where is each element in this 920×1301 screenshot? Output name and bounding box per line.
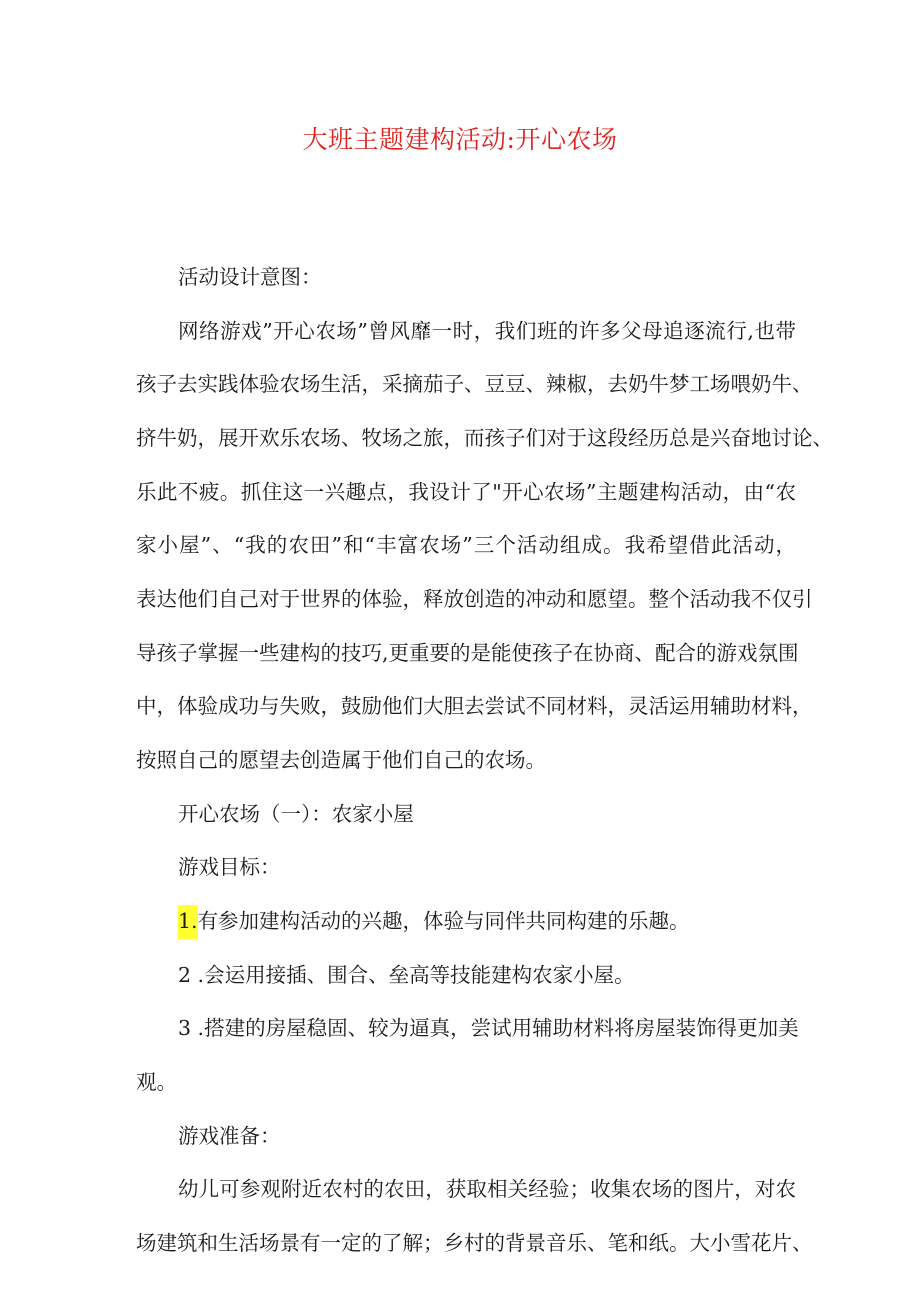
goal-item-3-continued: 观。 xyxy=(136,1070,177,1094)
goal-item-3: 3 .搭建的房屋稳固、较为逼真，尝试用辅助材料将房屋装饰得更加美 xyxy=(178,1016,799,1040)
paragraph-line: 挤牛奶，展开欢乐农场、牧场之旅，而孩子们对于这段经历总是兴奋地讨论、 xyxy=(136,426,833,450)
paragraph-line: 孩子去实践体验农场生活，采摘茄子、豆豆、辣椒，去奶牛梦工场喂奶牛、 xyxy=(136,372,813,396)
goal-item-1 xyxy=(136,906,690,936)
paragraph-line: 按照自己的愿望去创造属于他们自己的农场。 xyxy=(136,748,546,772)
document-title: 大班主题建构活动:开心农场 xyxy=(302,125,618,154)
list-marker-highlighted: 1. xyxy=(178,905,198,939)
section-heading-game-preparation: 游戏准备： xyxy=(178,1124,281,1148)
paragraph-line: 表达他们自己对于世界的体验，释放创造的冲动和愿望。整个活动我不仅引 xyxy=(136,587,813,611)
paragraph-line: 导孩子掌握一些建构的技巧,更重要的是能使孩子在协商、配合的游戏氛围 xyxy=(136,641,799,665)
paragraph-line: 乐此不疲。抓住这一兴趣点，我设计了"开心农场”主题建构活动，由“农 xyxy=(136,480,796,504)
paragraph-line: 家小屋”、“我的农田”和“丰富农场”三个活动组成。我希望借此活动， xyxy=(136,533,796,557)
section-heading-game-goals: 游戏目标： xyxy=(178,855,281,879)
paragraph-line: 网络游戏”开心农场”曾风靡一时，我们班的许多父母追逐流行,也带 xyxy=(178,319,796,343)
paragraph-line: 幼儿可参观附近农村的农田，获取相关经验；收集农场的图片，对农 xyxy=(178,1177,796,1201)
section-heading-farm-house: 开心农场（一）：农家小屋 xyxy=(178,802,414,826)
section-heading-design-intent: 活动设计意图： xyxy=(178,265,322,289)
goal-item-text: 有参加建构活动的兴趣，体验与同伴共同构建的乐趣。 xyxy=(197,909,690,933)
goal-item-2: 2 .会运用接插、围合、垒高等技能建构农家小屋。 xyxy=(178,963,635,987)
paragraph-line: 中，体验成功与失败，鼓励他们大胆去尝试不同材料，灵活运用辅助材料， xyxy=(136,694,813,718)
paragraph-line: 场建筑和生活场景有一定的了解；乡村的背景音乐、笔和纸。大小雪花片、 xyxy=(136,1231,813,1255)
